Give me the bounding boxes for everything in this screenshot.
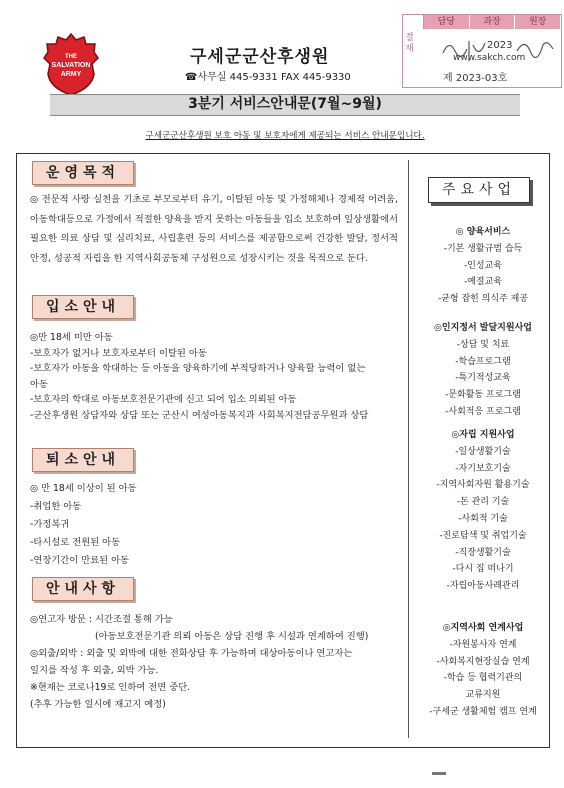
projects-group-cognitive bbox=[410, 320, 556, 421]
discharge-line: -가정복귀 bbox=[30, 519, 70, 530]
admission-line: -보호자가 없거나 보호자로부터 이탈된 아동 bbox=[30, 347, 207, 359]
notice-list bbox=[30, 611, 400, 713]
intro-text: 구세군군산후생원 보호 아동 및 보호자에게 제공되는 서비스 안내문입니다. bbox=[145, 131, 425, 141]
stamp-side-label: 결재 bbox=[405, 33, 414, 54]
heading-notice: 안내사항 bbox=[32, 577, 134, 601]
group-heading: ◎자립 지원사업 bbox=[451, 430, 515, 440]
notice-line: (추후 가능한 일시에 재고지 예정) bbox=[30, 699, 166, 710]
stamp-cell-manager: 과장 bbox=[470, 15, 516, 29]
group-heading: ◎ 양육서비스 bbox=[455, 227, 511, 237]
group-item: -예절교육 bbox=[463, 277, 503, 288]
group-item: -자립아동사례관리 bbox=[446, 581, 520, 592]
group-item: -자기보호기술 bbox=[455, 463, 511, 474]
org-name: 구세군군산후생원 bbox=[190, 47, 330, 67]
group-item: -사회복지현장실습 연계 bbox=[436, 656, 530, 667]
logo-text-bottom: ARMY bbox=[60, 71, 82, 78]
group-item: -균형 잡힌 의식주 제공 bbox=[437, 294, 529, 305]
handwritten-signature-icon bbox=[439, 31, 559, 69]
approval-stamp bbox=[402, 14, 562, 88]
group-item: -직장생활기술 bbox=[455, 547, 511, 558]
group-item: -문화활동 프로그램 bbox=[445, 390, 521, 401]
discharge-line: -타시설로 전원된 아동 bbox=[30, 537, 121, 548]
projects-group-parenting bbox=[410, 224, 556, 308]
notice-line: ※현재는 코로나19로 인하여 전면 중단. bbox=[30, 682, 191, 693]
stamp-url: www.sakch.com bbox=[453, 53, 526, 63]
salvation-army-shield-icon bbox=[40, 30, 102, 98]
heading-discharge: 퇴소안내 bbox=[32, 448, 134, 472]
column-divider bbox=[408, 160, 409, 738]
group-item: 교류지원 bbox=[465, 690, 501, 701]
projects-group-independence bbox=[410, 427, 556, 595]
group-item: -지역사회자원 활용기술 bbox=[436, 480, 530, 491]
group-heading: ◎지역사회 연계사업 bbox=[442, 623, 524, 633]
notice-line: 일지를 작성 후 외출, 외박 가능. bbox=[30, 665, 159, 676]
stamp-cell-staff: 담당 bbox=[424, 15, 470, 29]
stamp-corner bbox=[403, 15, 424, 29]
salvation-army-logo bbox=[40, 30, 102, 98]
group-item: -사회적응 프로그램 bbox=[445, 406, 521, 417]
notice-line: (아동보호전문기관 의뢰 아동은 상담 진행 후 시설과 연계하여 진행) bbox=[95, 631, 369, 642]
admission-line: -보호자의 학대로 아동보호전문기관에 신고 되어 입소 의뢰된 아동 bbox=[30, 394, 297, 405]
discharge-list bbox=[30, 480, 400, 570]
purpose-body: ◎ 전문적 사랑 실천을 기초로 부모로부터 유기, 이탈된 아동 및 가정해체나 경제적 어려움, 아동학대등으로 가정에서 적절한 양육을 받지 못하는 아동들을 입소 보호하여 일상생활에서 필요한 의료 상담 및 심리치료, 사립훈련 등의 서비스를 제공함으로써 건강한 발달, 정서적 안정, 성공적 자립을 한 지역사회공동체 구성원으로 성장시키는 것을 목적으로 둔다. bbox=[30, 194, 398, 264]
group-item: -인성교육 bbox=[463, 260, 503, 271]
notice-line: ◎연고자 방문 : 시간조절 통해 가능 bbox=[30, 614, 173, 625]
projects-group-community bbox=[410, 620, 556, 721]
stamp-header-row bbox=[403, 15, 561, 29]
group-item: -진로탐색 및 취업기술 bbox=[439, 530, 527, 541]
group-item: -다시 집 떠나기 bbox=[452, 564, 514, 575]
stamp-year: 2023 bbox=[487, 40, 513, 51]
heading-main-projects: 주요사업 bbox=[428, 177, 530, 203]
group-item: -학습프로그램 bbox=[455, 356, 511, 367]
group-item: -기본 생활규범 습득 bbox=[443, 243, 523, 254]
group-item: -자원봉사자 연계 bbox=[449, 639, 517, 650]
admission-line: ◎만 18세 미만 아동 bbox=[30, 332, 113, 343]
group-item: -일상생활기술 bbox=[455, 446, 511, 457]
discharge-line: -취업한 아동 bbox=[30, 501, 82, 512]
discharge-line: ◎ 만 18세 이상이 된 아동 bbox=[30, 483, 137, 494]
group-item: -돈 관리 기술 bbox=[456, 497, 510, 508]
heading-purpose: 운영목적 bbox=[32, 161, 134, 185]
group-item: -사회적 기술 bbox=[458, 513, 508, 524]
group-item: -특기적성교육 bbox=[455, 373, 511, 384]
stamp-cell-director: 원장 bbox=[515, 15, 561, 29]
group-heading: ◎인지정서 발달지원사업 bbox=[434, 323, 532, 333]
page-title: 3분기 서비스안내문(7월~9월) bbox=[188, 96, 382, 112]
admission-line: -군산후생원 상담자와 상담 또는 군산시 여성아동복지과 사회복지전담공무원과 상담 bbox=[30, 409, 369, 421]
heading-admission: 입소안내 bbox=[32, 295, 134, 319]
logo-text-mid: SALVATION bbox=[51, 62, 91, 69]
admission-line: -보호자가 아동을 학대하는 등 아동을 양육하기에 부적당하거나 양육할 능력이 없는 bbox=[30, 363, 366, 374]
group-item: -학습 등 협력기관의 bbox=[443, 673, 523, 684]
discharge-line: -연장기간이 만료된 아동 bbox=[30, 555, 130, 566]
scan-mark bbox=[432, 772, 446, 775]
notice-line: ◎외출/외박 : 외출 및 외박에 대한 전화상담 후 가능하며 대상아동이나 연고자는 bbox=[30, 648, 353, 659]
admission-line: 아동 bbox=[30, 378, 48, 390]
stamp-doc-number: 제 2023-03호 bbox=[443, 73, 508, 84]
logo-text-top: THE bbox=[65, 54, 77, 60]
group-item: -구세군 생활체험 캠프 연계 bbox=[429, 706, 537, 717]
phone-line: ☎사무실 445-9331 FAX 445-9330 bbox=[185, 72, 351, 83]
group-item: -상담 및 치료 bbox=[456, 339, 510, 350]
admission-list bbox=[30, 330, 400, 423]
